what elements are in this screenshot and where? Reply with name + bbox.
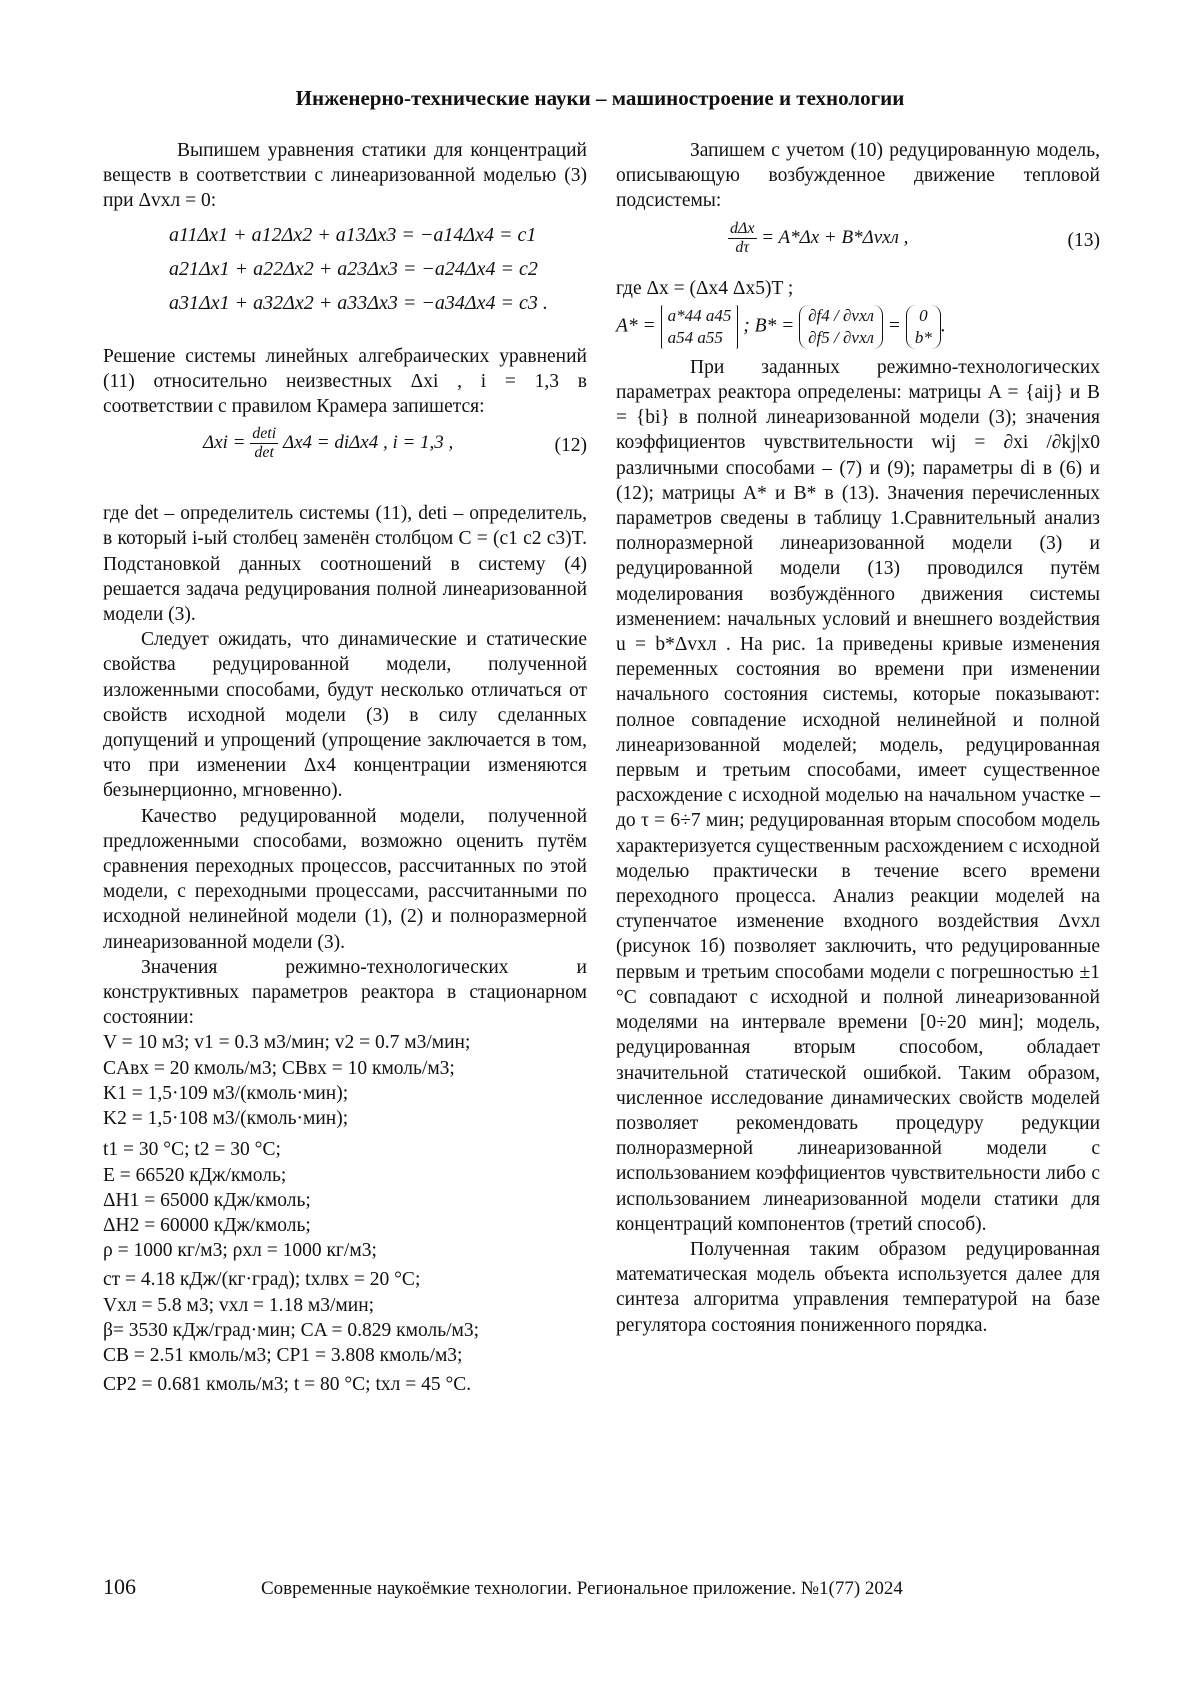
equation-13: [616, 220, 1100, 270]
parameter-line: E = 66520 кДж/кмоль;: [103, 1164, 287, 1186]
parameter-line: ΔH2 = 60000 кДж/кмоль;: [103, 1214, 311, 1236]
parameter-line: CAвх = 20 кмоль/м3; CBвх = 10 кмоль/м3;: [103, 1057, 455, 1079]
eq12-rhs: Δx4 = diΔx4 , i = 1,3 ,: [282, 432, 454, 454]
eq12-lhs: Δxi =: [203, 432, 246, 454]
equation-body: [203, 425, 453, 462]
fraction-denominator: det: [254, 444, 274, 462]
fraction-numerator: deti: [252, 425, 277, 443]
parameter-line: ΔH1 = 65000 кДж/кмоль;: [103, 1189, 311, 1211]
matrix-b: [799, 305, 883, 349]
matrix-a-label: A* =: [616, 315, 656, 337]
parameter-line: K2 = 1,5·108 м3/(кмоль·мин);: [103, 1108, 349, 1130]
parameter-line: β= 3530 кДж/град·мин; CA = 0.829 кмоль/м3;: [103, 1319, 480, 1341]
matrix-row: b*: [914, 327, 932, 347]
paragraph: Значения режимно-технологических и конструктивных параметров реактора в стационарном состоянии:: [103, 956, 587, 1029]
equation-number: (12): [554, 435, 587, 457]
equation-number: (13): [1067, 229, 1100, 251]
matrix-row: ∂f5 / ∂vхл: [808, 327, 874, 347]
page-number: 106: [103, 1574, 136, 1599]
where-line: где Δx = (Δx4 Δx5)T ;: [616, 277, 794, 299]
equation-system-11: [169, 218, 587, 320]
paragraph: Качество редуцированной модели, полученной предложенными способами, возможно оценить путём сравнения переходных процессов, рассчитанных по этой модели, с переходными процессами, рассчитанными по исходной нелинейной модели (1), (2) и полноразмерной линеаризованной модели (3).: [103, 805, 587, 953]
parameter-line: V = 10 м3; v1 = 0.3 м3/мин; v2 = 0.7 м3/мин;: [103, 1032, 471, 1054]
equation-body: [728, 220, 908, 257]
parameter-line: CB = 2.51 кмоль/м3; CP1 = 3.808 кмоль/м3;: [103, 1344, 463, 1366]
paragraph: При заданных режимно-технологических параметрах реактора определены: матрицы A = {aij} и B = {bi} в полной линеаризованной модели (3); значения коэффициентов чувствительности wij = ∂xi /∂kj|x0 различными способами – (7) и (9); параметры di в (6) и (12); матрицы A* и B* в (13). Значения перечисленных параметров сведены в таблицу 1.Сравнительный анализ полноразмерной линеаризованной модели (3) и редуцированной модели (13) проводился путём моделирования возбуждённого движения системы изменением: начальных условий и внешнего воздействия u = b*Δvхл . На рис. 1а приведены кривые изменения переменных состояния во времени при изменении начального состояния системы, которые показывают: полное совпадение исходной нелинейной и полной линеаризованной моделей; модель, редуцированная первым и третьим способами, имеет существенное расхождение с исходной моделью на начальном участке – до τ = 6÷7 мин; редуцированная вторым способом модель характеризуется существенным расхождением с исходной моделью практически в течение всего времени переходного процесса. Анализ реакции моделей на ступенчатое изменение входного воздействия Δvхл (рисунок 1б) позволяет заключить, что редуцированные первым и третьим способами модели с погрешностью ±1 °C совпадают с исходной и полной линеаризованной моделями на интервале времени [0÷20 мин]; модель, редуцированная вторым способом, обладает значительной статической ошибкой. Таким образом, численное исследование динамических свойств моделей позволяет рекомендовать процедуру редукции полноразмерной линеаризованной модели с использованием коэффициентов чувствительности либо с использованием линеаризованной модели статики для концентраций компонентов (третий способ).: [616, 356, 1100, 1235]
matrix-row: 0: [919, 305, 928, 325]
equation-row: a21Δx1 + a22Δx2 + a23Δx3 = −a24Δx4 = c2: [169, 257, 538, 280]
fraction: [250, 425, 278, 462]
fraction-denominator: dτ: [735, 238, 750, 256]
matrix-row: a*44 a45: [667, 305, 732, 325]
matrix-b-value: [906, 305, 941, 349]
parameter-line: t1 = 30 °C; t2 = 30 °C;: [103, 1139, 281, 1161]
journal-title: Современные наукоёмкие технологии. Региональное приложение. №1(77) 2024: [261, 1578, 903, 1599]
equation-row: a11Δx1 + a12Δx2 + a13Δx3 = −a14Δx4 = c1: [169, 223, 537, 246]
matrix-definitions: [616, 305, 1100, 349]
paragraph: где det – определитель системы (11), deti – определитель, в который i-ый столбец заменён столбцом C = (c1 c2 c3)T. Подстановкой данных соотношений в систему (4) решается задача редуцирования полной линеаризованной модели (3).: [103, 503, 587, 626]
matrix-b-label: ; B* =: [743, 315, 795, 337]
left-column: [103, 138, 587, 1397]
matrix-a: [661, 305, 739, 349]
paragraph: Полученная таким образом редуцированная математическая модель объекта используется далее для синтеза алгоритма управления температурой на базе регулятора состояния пониженного порядка.: [616, 1238, 1100, 1336]
equals-sign: =: [887, 315, 901, 337]
paragraph: Следует ожидать, что динамические и статические свойства редуцированной модели, полученной изложенными способами, будут несколько отличаться от свойств исходной модели (3) в силу сделанных допущений и упрощений (упрощение заключается в том, что при изменении Δx4 концентрации изменяются безынерционно, мгновенно).: [103, 629, 587, 802]
paragraph: Выпишем уравнения статики для концентраций веществ в соответствии с линеаризованной моделью (3) при Δvхл = 0:: [103, 140, 587, 212]
paragraph: Запишем с учетом (10) редуцированную модель, описывающую возбужденное движение тепловой подсистемы:: [616, 140, 1100, 212]
eq13-rhs: = A*Δx + B*Δvхл ,: [761, 226, 909, 248]
period: .: [940, 315, 946, 337]
parameter-line: Vхл = 5.8 м3; vхл = 1.18 м3/мин;: [103, 1294, 375, 1316]
right-column: [616, 138, 1100, 1338]
parameter-list: [103, 1030, 587, 1397]
equation-row: a31Δx1 + a32Δx2 + a33Δx3 = −a34Δx4 = c3 .: [169, 291, 548, 314]
matrix-row: ∂f4 / ∂vхл: [808, 305, 874, 325]
equation-12: [103, 425, 587, 475]
paragraph: Решение системы линейных алгебраических уравнений (11) относительно неизвестных Δxi , i = 1,3 в соответствии с правилом Крамера запишется:: [103, 345, 587, 418]
matrix-row: a54 a55: [667, 327, 723, 347]
running-header: Инженерно-технические науки – машиностроение и технологии: [295, 86, 905, 110]
parameter-line: cт = 4.18 кДж/(кг·град); tхлвх = 20 °C;: [103, 1269, 421, 1291]
parameter-line: K1 = 1,5·109 м3/(кмоль·мин);: [103, 1082, 349, 1104]
parameter-line: CP2 = 0.681 кмоль/м3; t = 80 °C; tхл = 45 °C.: [103, 1374, 472, 1396]
fraction-numerator: dΔx: [730, 219, 755, 237]
fraction: [728, 220, 757, 257]
parameter-line: ρ = 1000 кг/м3; ρхл = 1000 кг/м3;: [103, 1240, 377, 1262]
